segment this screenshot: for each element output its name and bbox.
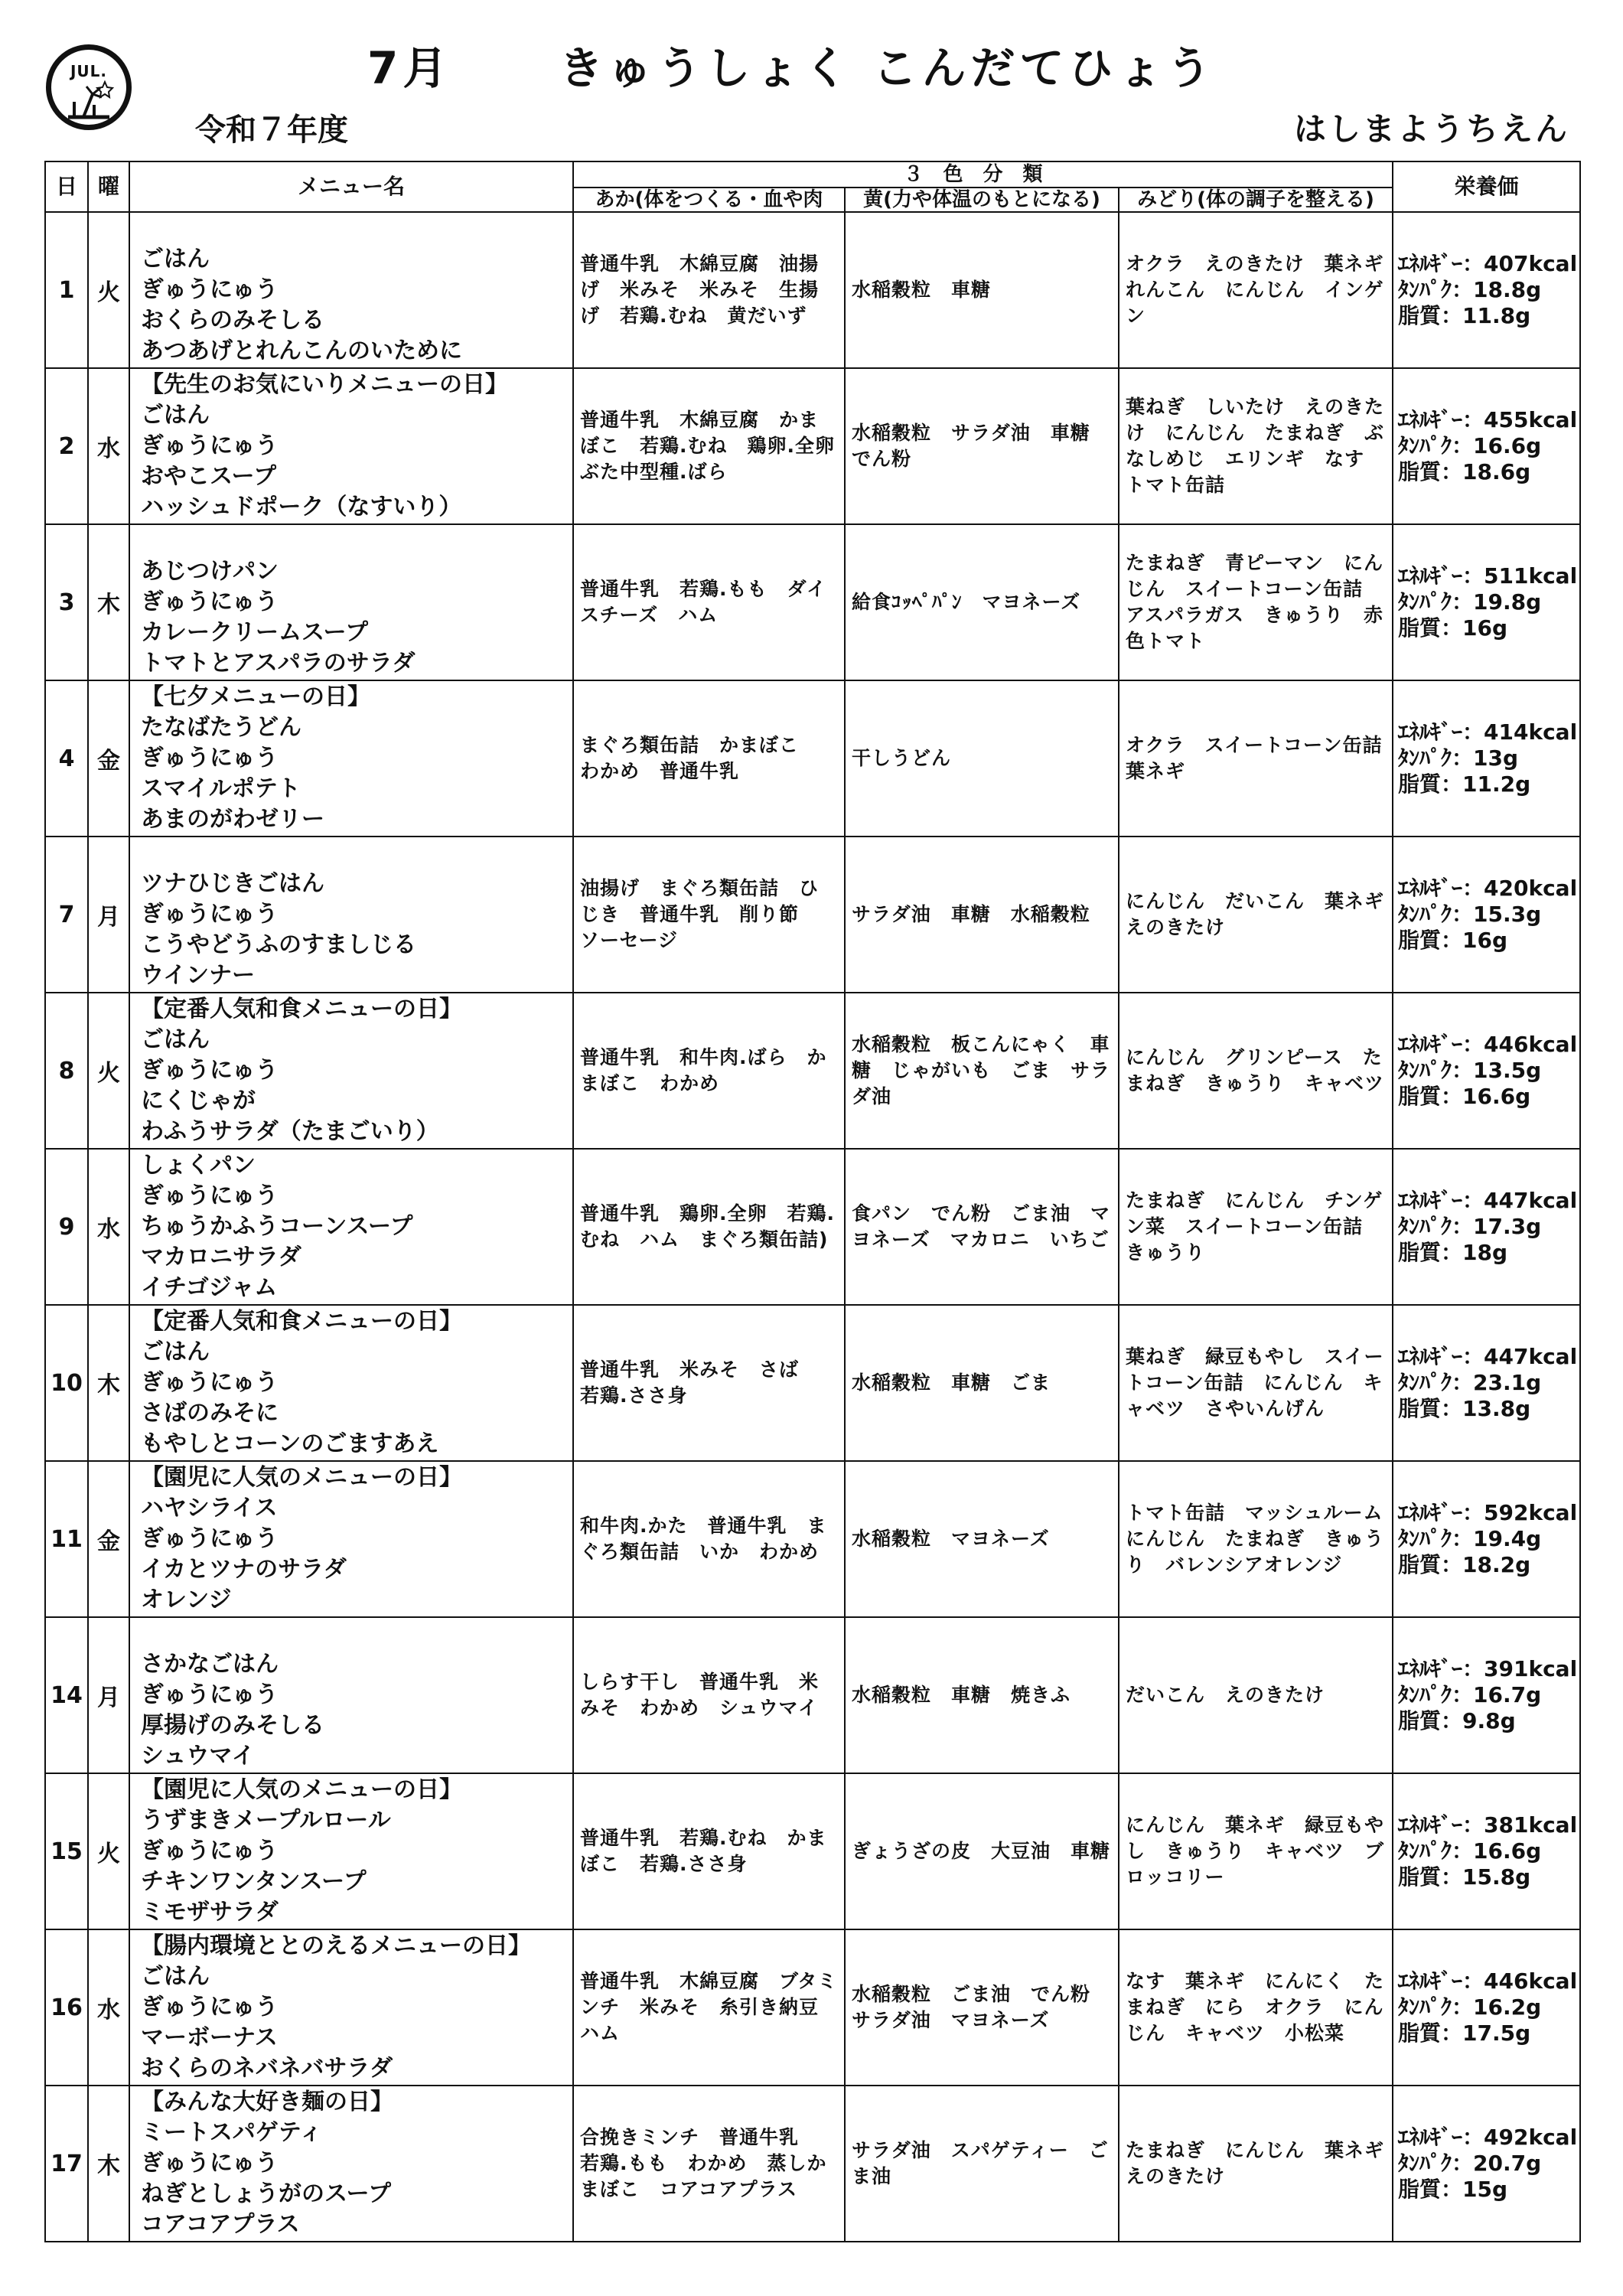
table-row [45,2086,1580,2242]
day-cell: 8 [45,993,88,1149]
menu-cell [129,680,573,837]
weekday-cell: 金 [88,1461,129,1617]
red-group-cell: 普通牛乳 木綿豆腐 油揚げ 米みそ 米みそ 生揚げ 若鶏.むね 黄だいず [573,212,845,368]
menu-item: うずまきメープルロール [141,1807,391,1834]
red-group-cell: 普通牛乳 和牛肉.ばら かまぼこ わかめ [573,993,845,1149]
menu-item: ごはん [141,246,210,272]
nutrition-fat: 脂質：15.8g [1398,1864,1531,1890]
menu-item: ぎゅうにゅう [141,1182,279,1209]
menu-item: もやしとコーンのごますあえ [141,1430,439,1457]
weekday-cell: 木 [88,524,129,680]
menu-item: マカロニサラダ [141,1244,301,1270]
fiscal-year: 令和７年度 [195,113,348,148]
nutrition-protein: ﾀﾝﾊﾟｸ：13.5g [1398,1058,1542,1083]
yellow-group-cell: ぎょうざの皮 大豆油 車糖 [845,1773,1119,1929]
menu-item: ぎゅうにゅう [141,276,279,303]
red-group-cell: 合挽きミンチ 普通牛乳 若鶏.もも わかめ 蒸しかまぼこ コアコアプラス [573,2086,845,2242]
menu-cell [129,1617,573,1773]
day-cell: 1 [45,212,88,368]
red-group-cell: 普通牛乳 木綿豆腐 かまぼこ 若鶏.むね 鶏卵.全卵 ぶた中型種.ばら [573,368,845,524]
menu-item: 【みんな大好き麺の日】 [141,2089,393,2115]
col-three-color: ３色分類 [573,161,1393,188]
table-row [45,993,1580,1149]
nutrition-fat: 脂質：18.2g [1398,1552,1531,1577]
nutrition-protein: ﾀﾝﾊﾟｸ：18.8g [1398,277,1542,302]
nutrition-protein: ﾀﾝﾊﾟｸ：16.6g [1398,1838,1542,1864]
nutrition-energy: ｴﾈﾙｷﾞｰ：391kcal [1398,1656,1578,1681]
green-group-cell: 葉ねぎ しいたけ えのきたけ にんじん たまねぎ ぶなしめじ エリンギ なす トマト缶詰 [1119,368,1393,524]
yellow-group-cell: サラダ油 車糖 水稲穀粒 [845,837,1119,993]
weekday-cell: 水 [88,368,129,524]
menu-item: ぎゅうにゅう [141,1838,279,1864]
menu-item: シュウマイ [141,1743,255,1769]
menu-cell [129,2086,573,2242]
july-logo [46,44,132,130]
day-cell: 17 [45,2086,88,2242]
weekday-cell: 木 [88,2086,129,2242]
menu-item: ごはん [141,1963,210,1990]
menu-item: コアコアプラス [141,2211,300,2238]
red-group-cell: まぐろ類缶詰 かまぼこ わかめ 普通牛乳 [573,680,845,837]
nutrition-cell [1393,212,1580,368]
menu-item [141,1619,568,1649]
red-group-cell: 普通牛乳 米みそ さば 若鶏.ささ身 [573,1305,845,1461]
menu-cell [129,1149,573,1305]
yellow-group-cell: 食パン でん粉 ごま油 マヨネーズ マカロニ いちご [845,1149,1119,1305]
yellow-group-cell: 水稲穀粒 マヨネーズ [845,1461,1119,1617]
nutrition-protein: ﾀﾝﾊﾟｸ：20.7g [1398,2151,1542,2176]
menu-item: ぎゅうにゅう [141,589,279,615]
menu-item: さばのみそに [141,1400,279,1427]
table-row [45,1929,1580,2086]
green-group-cell: だいこん えのきたけ [1119,1617,1393,1773]
nutrition-energy: ｴﾈﾙｷﾞｰ：381kcal [1398,1812,1578,1838]
nutrition-energy: ｴﾈﾙｷﾞｰ：455kcal [1398,407,1578,432]
menu-item: あじつけパン [141,558,279,585]
menu-item: ぎゅうにゅう [141,1057,279,1084]
nutrition-protein: ﾀﾝﾊﾟｸ：19.4g [1398,1526,1542,1551]
nutrition-cell [1393,2086,1580,2242]
menu-item: ぎゅうにゅう [141,1681,279,1708]
nutrition-cell [1393,1305,1580,1461]
menu-item: ぎゅうにゅう [141,2150,279,2177]
menu-item: さかなごはん [141,1651,279,1678]
yellow-group-cell: サラダ油 スパゲティー ごま油 [845,2086,1119,2242]
nutrition-energy: ｴﾈﾙｷﾞｰ：446kcal [1398,1032,1578,1057]
menu-item: 【園児に人気のメニューの日】 [141,1776,462,1803]
red-group-cell: 油揚げ まぐろ類缶詰 ひじき 普通牛乳 削り節 ソーセージ [573,837,845,993]
weekday-cell: 金 [88,680,129,837]
menu-cell [129,993,573,1149]
menu-item: ハッシュドポーク（なすいり） [141,494,462,520]
weekday-cell: 月 [88,1617,129,1773]
nutrition-cell [1393,1773,1580,1929]
title-text: きゅうしょく こんだてひょう [559,42,1216,94]
menu-item: 厚揚げのみそしる [141,1712,324,1739]
nutrition-cell [1393,993,1580,1149]
nutrition-energy: ｴﾈﾙｷﾞｰ：447kcal [1398,1188,1578,1213]
green-group-cell: たまねぎ にんじん 葉ネギ えのきたけ [1119,2086,1393,2242]
menu-item [141,526,568,556]
menu-item: 【七夕メニューの日】 [141,683,370,710]
nutrition-fat: 脂質：16g [1398,928,1508,953]
day-cell: 10 [45,1305,88,1461]
nutrition-protein: ﾀﾝﾊﾟｸ：16.7g [1398,1682,1542,1707]
header-row [45,161,1580,188]
nutrition-protein: ﾀﾝﾊﾟｸ：17.3g [1398,1214,1542,1239]
menu-item: 【定番人気和食メニューの日】 [141,1308,462,1335]
menu-item: ねぎとしょうがのスープ [141,2180,391,2207]
weekday-cell: 月 [88,837,129,993]
day-cell: 3 [45,524,88,680]
nutrition-cell [1393,680,1580,837]
day-cell: 7 [45,837,88,993]
col-nutrition: 栄養価 [1393,161,1580,212]
menu-item: 【腸内環境ととのえるメニューの日】 [141,1932,531,1959]
menu-item: チキンワンタンスープ [141,1868,367,1895]
nutrition-protein: ﾀﾝﾊﾟｸ：19.8g [1398,589,1542,615]
yellow-group-cell: 水稲穀粒 車糖 焼きふ [845,1617,1119,1773]
nutrition-energy: ｴﾈﾙｷﾞｰ：446kcal [1398,1968,1578,1994]
menu-item: ぎゅうにゅう [141,1369,279,1396]
nutrition-protein: ﾀﾝﾊﾟｸ：16.2g [1398,1994,1542,2020]
menu-item: あまのがわゼリー [141,806,324,833]
green-group-cell: たまねぎ にんじん チンゲン菜 スイートコーン缶詰 きゅうり [1119,1149,1393,1305]
nutrition-fat: 脂質：13.8g [1398,1396,1531,1421]
nutrition-cell [1393,524,1580,680]
table-row [45,680,1580,837]
nutrition-energy: ｴﾈﾙｷﾞｰ：592kcal [1398,1500,1578,1525]
menu-cell [129,212,573,368]
nutrition-cell [1393,368,1580,524]
nutrition-energy: ｴﾈﾙｷﾞｰ：492kcal [1398,2125,1578,2150]
nutrition-fat: 脂質：11.8g [1398,303,1531,328]
yellow-group-cell: 水稲穀粒 車糖 [845,212,1119,368]
col-green: みどり(体の調子を整える) [1119,188,1393,212]
logo-text: JUL. [70,62,108,80]
yellow-group-cell: 水稲穀粒 サラダ油 車糖 でん粉 [845,368,1119,524]
col-red: あか(体をつくる・血や肉 [573,188,845,212]
red-group-cell: 普通牛乳 木綿豆腐 ブタミンチ 米みそ 糸引き納豆 ハム [573,1929,845,2086]
menu-item: ハヤシライス [141,1495,278,1521]
weekday-cell: 火 [88,1773,129,1929]
nutrition-fat: 脂質：18.6g [1398,459,1531,484]
day-cell: 2 [45,368,88,524]
menu-item: トマトとアスパラのサラダ [141,650,416,677]
nutrition-energy: ｴﾈﾙｷﾞｰ：447kcal [1398,1344,1578,1369]
nutrition-energy: ｴﾈﾙｷﾞｰ：420kcal [1398,876,1578,901]
menu-item [141,838,568,869]
weekday-cell: 水 [88,1149,129,1305]
menu-cell [129,368,573,524]
col-dow: 曜 [88,161,129,212]
nutrition-fat: 脂質：16g [1398,615,1508,641]
day-cell: 14 [45,1617,88,1773]
red-group-cell: 和牛肉.かた 普通牛乳 まぐろ類缶詰 いか わかめ [573,1461,845,1617]
page-title [367,32,1216,96]
nutrition-protein: ﾀﾝﾊﾟｸ：13g [1398,745,1519,771]
day-cell: 15 [45,1773,88,1929]
menu-item: あつあげとれんこんのいために [141,338,462,364]
menu-item: ぎゅうにゅう [141,745,279,771]
menu-item: ちゅうかふうコーンスープ [141,1213,413,1240]
menu-item: おやこスープ [141,463,276,490]
day-cell: 11 [45,1461,88,1617]
menu-item: オレンジ [141,1587,232,1613]
menu-item: カレークリームスープ [141,619,368,646]
menu-item: スマイルポテト [141,775,301,802]
menu-item [141,214,568,244]
yellow-group-cell: 給食ｺｯﾍﾟﾊﾟﾝ マヨネーズ [845,524,1119,680]
nutrition-cell [1393,1929,1580,2086]
nutrition-cell [1393,1461,1580,1617]
menu-item: ごはん [141,1026,210,1053]
menu-item: マーボーナス [141,2024,278,2051]
red-group-cell: 普通牛乳 鶏卵.全卵 若鶏.むね ハム まぐろ類缶詰) [573,1149,845,1305]
menu-cell [129,1929,573,2086]
menu-item: ツナひじきごはん [141,870,324,897]
green-group-cell: なす 葉ネギ にんにく たまねぎ にら オクラ にんじん キャベツ 小松菜 [1119,1929,1393,2086]
nutrition-energy: ｴﾈﾙｷﾞｰ：407kcal [1398,251,1578,276]
menu-cell [129,1461,573,1617]
green-group-cell: オクラ スイートコーン缶詰 葉ネギ [1119,680,1393,837]
menu-item: ごはん [141,402,210,429]
menu-item: 【先生のお気にいりメニューの日】 [141,371,508,398]
weekday-cell: 火 [88,212,129,368]
menu-cell [129,1305,573,1461]
nutrition-fat: 脂質：16.6g [1398,1084,1531,1109]
menu-item: ごはん [141,1339,210,1365]
menu-cell [129,837,573,993]
col-menu: メニュー名 [129,161,573,212]
weekday-cell: 火 [88,993,129,1149]
menu-table [44,161,1581,2242]
weekday-cell: 水 [88,1929,129,2086]
table-row [45,1461,1580,1617]
col-yellow: 黄(力や体温のもとになる) [845,188,1119,212]
menu-item: たなばたうどん [141,714,301,741]
table-row [45,1305,1580,1461]
menu-item: ミモザサラダ [141,1899,279,1926]
table-row [45,1617,1580,1773]
table-row [45,1149,1580,1305]
green-group-cell: にんじん だいこん 葉ネギ えのきたけ [1119,837,1393,993]
menu-item: 【園児に人気のメニューの日】 [141,1464,462,1491]
menu-item: ミートスパゲティ [141,2119,323,2146]
weekday-cell: 木 [88,1305,129,1461]
nutrition-fat: 脂質：9.8g [1398,1708,1516,1733]
menu-item: イチゴジャム [141,1274,278,1301]
green-group-cell: トマト缶詰 マッシュルーム にんじん たまねぎ きゅうり バレンシアオレンジ [1119,1461,1393,1617]
green-group-cell: 葉ねぎ 緑豆もやし スイートコーン缶詰 にんじん キャベツ さやいんげん [1119,1305,1393,1461]
nutrition-cell [1393,1149,1580,1305]
yellow-group-cell: 水稲穀粒 車糖 ごま [845,1305,1119,1461]
red-group-cell: 普通牛乳 若鶏.むね かまぼこ 若鶏.ささ身 [573,1773,845,1929]
nutrition-cell [1393,837,1580,993]
nutrition-fat: 脂質：11.2g [1398,771,1531,797]
school-name: はしまようちえん [1293,110,1569,148]
nutrition-protein: ﾀﾝﾊﾟｸ：15.3g [1398,902,1542,927]
green-group-cell: オクラ えのきたけ 葉ネギ れんこん にんじん インゲン [1119,212,1393,368]
sparkler-icon [59,80,119,125]
menu-item: にくじゃが [141,1088,256,1114]
menu-item: おくらのみそしる [141,307,324,334]
menu-item: 【定番人気和食メニューの日】 [141,996,462,1022]
day-cell: 9 [45,1149,88,1305]
menu-cell [129,524,573,680]
nutrition-fat: 脂質：17.5g [1398,2020,1531,2046]
yellow-group-cell: 水稲穀粒 ごま油 でん粉 サラダ油 マヨネーズ [845,1929,1119,2086]
col-day: 日 [45,161,88,212]
nutrition-energy: ｴﾈﾙｷﾞｰ：414kcal [1398,719,1578,745]
nutrition-fat: 脂質：18g [1398,1240,1508,1265]
day-cell: 4 [45,680,88,837]
table-row [45,837,1580,993]
title-month: 7月 [367,42,452,94]
red-group-cell: しらす干し 普通牛乳 米みそ わかめ シュウマイ [573,1617,845,1773]
green-group-cell: にんじん グリンピース たまねぎ きゅうり キャベツ [1119,993,1393,1149]
table-row [45,524,1580,680]
menu-cell [129,1773,573,1929]
day-cell: 16 [45,1929,88,2086]
green-group-cell: たまねぎ 青ピーマン にんじん スイートコーン缶詰 アスパラガス きゅうり 赤色トマト [1119,524,1393,680]
menu-item: わふうサラダ（たまごいり） [141,1118,439,1145]
menu-item: イカとツナのサラダ [141,1556,347,1583]
green-group-cell: にんじん 葉ネギ 緑豆もやし きゅうり キャベツ ブロッコリー [1119,1773,1393,1929]
menu-item: おくらのネバネバサラダ [141,2055,393,2082]
menu-item: しょくパン [141,1152,256,1179]
table-row [45,368,1580,524]
yellow-group-cell: 水稲穀粒 板こんにゃく 車糖 じゃがいも ごま サラダ油 [845,993,1119,1149]
red-group-cell: 普通牛乳 若鶏.もも ダイスチーズ ハム [573,524,845,680]
menu-item: ウインナー [141,962,256,989]
menu-item: ぎゅうにゅう [141,1525,279,1552]
nutrition-fat: 脂質：15g [1398,2177,1508,2202]
yellow-group-cell: 干しうどん [845,680,1119,837]
menu-item: ぎゅうにゅう [141,901,279,928]
menu-item: ぎゅうにゅう [141,1994,279,2020]
nutrition-energy: ｴﾈﾙｷﾞｰ：511kcal [1398,563,1578,589]
menu-item: ぎゅうにゅう [141,432,279,459]
menu-item: こうやどうふのすましじる [141,931,416,958]
nutrition-protein: ﾀﾝﾊﾟｸ：16.6g [1398,433,1542,458]
table-row [45,1773,1580,1929]
table-row [45,212,1580,368]
nutrition-cell [1393,1617,1580,1773]
nutrition-protein: ﾀﾝﾊﾟｸ：23.1g [1398,1370,1542,1395]
